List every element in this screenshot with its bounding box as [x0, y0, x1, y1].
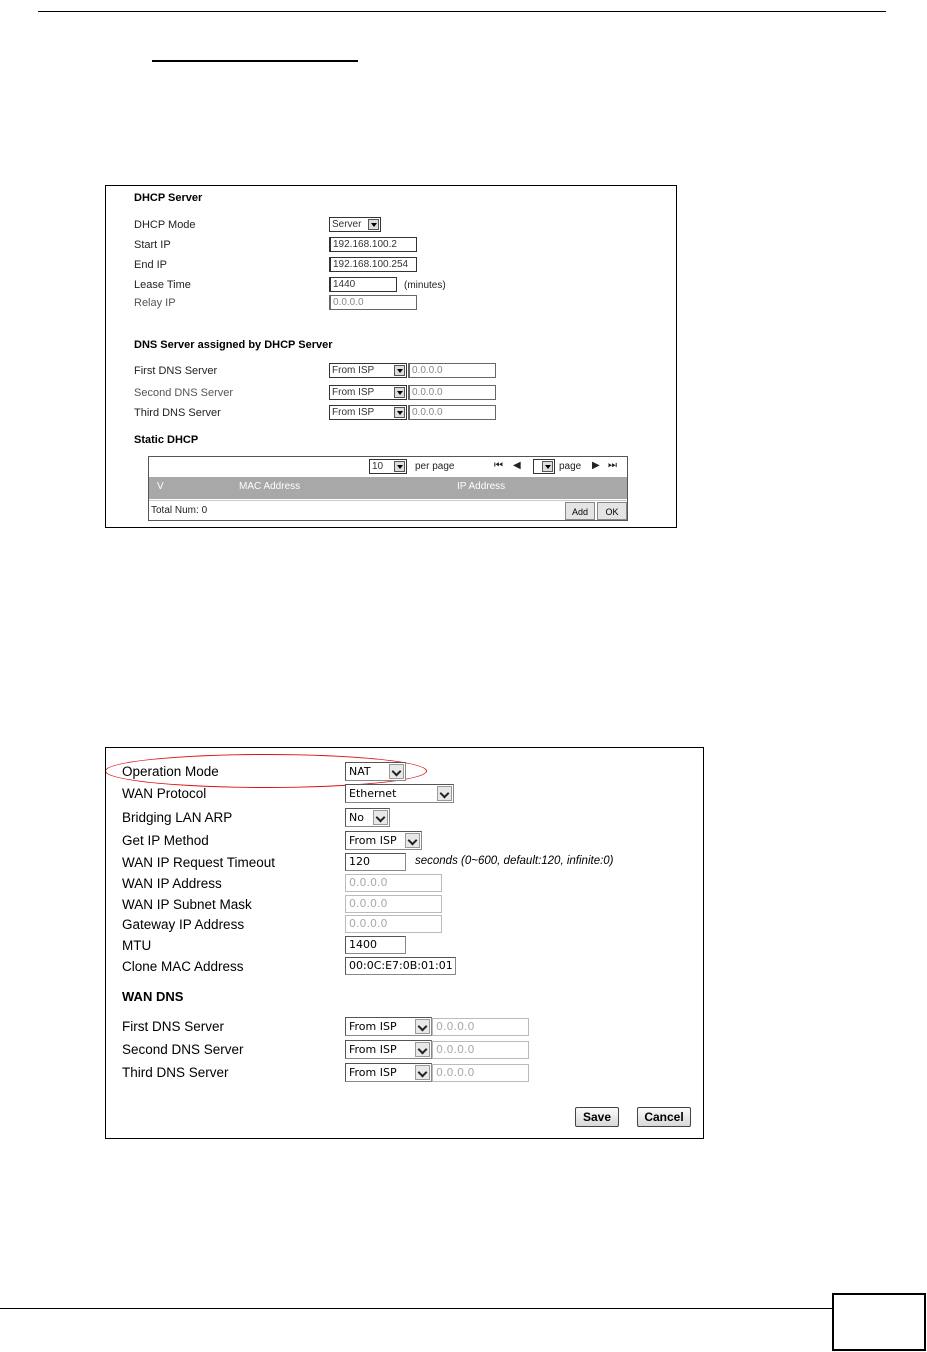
second-dns-mode-select[interactable] — [329, 385, 407, 400]
bridging-lan-arp-value: No — [349, 811, 364, 824]
table-footer — [149, 500, 627, 521]
next-page-icon[interactable]: ▶ — [592, 460, 600, 471]
operation-mode-select[interactable] — [345, 762, 406, 781]
cancel-button[interactable]: Cancel — [637, 1107, 691, 1127]
dhcp-mode-label: DHCP Mode — [134, 219, 196, 231]
gateway-ip-label: Gateway IP Address — [122, 917, 245, 932]
third-dns-label: Third DNS Server — [134, 407, 221, 419]
first-dns-mode-value: From ISP — [349, 1020, 397, 1033]
lease-time-field[interactable]: 1440 — [329, 277, 397, 292]
chevron-down-icon — [394, 387, 405, 398]
first-page-icon[interactable]: ⏮ — [494, 460, 503, 471]
wan-ip-subnet-label: WAN IP Subnet Mask — [122, 897, 252, 912]
wan-ip-address-field: 0.0.0.0 — [345, 874, 442, 892]
mtu-field[interactable]: 1400 — [345, 936, 406, 954]
footer-rule — [0, 1308, 832, 1309]
page-select[interactable] — [533, 459, 555, 474]
dhcp-server-screenshot — [105, 185, 677, 528]
title-underline — [152, 60, 358, 62]
wan-ip-timeout-field[interactable]: 120 — [345, 853, 406, 871]
total-num: Total Num: 0 — [151, 505, 208, 516]
static-dhcp-table — [148, 456, 628, 521]
start-ip-label: Start IP — [134, 239, 171, 251]
first-dns-mode-select[interactable] — [329, 363, 407, 378]
ok-button[interactable]: OK — [597, 502, 627, 520]
wan-ip-timeout-label: WAN IP Request Timeout — [122, 855, 276, 870]
first-dns-label: First DNS Server — [134, 365, 218, 377]
second-dns-mode-value: From ISP — [332, 387, 375, 398]
get-ip-method-value: From ISP — [349, 834, 397, 847]
save-button[interactable]: Save — [575, 1107, 619, 1127]
dhcp-mode-select[interactable] — [329, 217, 381, 232]
chevron-down-icon — [368, 219, 379, 230]
end-ip-field[interactable]: 192.168.100.254 — [329, 257, 417, 272]
second-dns-label: Second DNS Server — [122, 1042, 244, 1057]
per-page-label: per page — [415, 461, 455, 472]
gateway-ip-field: 0.0.0.0 — [345, 915, 442, 933]
wan-dns-title: WAN DNS — [122, 989, 184, 1004]
chevron-down-icon — [394, 461, 405, 472]
chevron-down-icon — [394, 407, 405, 418]
lease-time-label: Lease Time — [134, 279, 191, 291]
second-dns-ip-field[interactable]: 0.0.0.0 — [408, 385, 496, 400]
chevron-down-icon — [405, 833, 420, 848]
third-dns-ip-field[interactable]: 0.0.0.0 — [432, 1064, 529, 1082]
dhcp-mode-value: Server — [332, 219, 362, 230]
wan-ip-address-label: WAN IP Address — [122, 876, 222, 891]
add-button[interactable]: Add — [565, 502, 595, 520]
dns-assigned-title: DNS Server assigned by DHCP Server — [134, 339, 333, 351]
bridging-lan-arp-label: Bridging LAN ARP — [122, 810, 233, 825]
chevron-down-icon — [394, 365, 405, 376]
first-dns-mode-value: From ISP — [332, 365, 375, 376]
wan-protocol-value: Ethernet — [349, 787, 397, 800]
second-dns-ip-field[interactable]: 0.0.0.0 — [432, 1041, 529, 1059]
chevron-down-icon — [373, 810, 388, 825]
wan-ip-subnet-field: 0.0.0.0 — [345, 895, 442, 913]
mtu-label: MTU — [122, 938, 152, 953]
first-dns-ip-field[interactable]: 0.0.0.0 — [432, 1018, 529, 1036]
chevron-down-icon — [415, 1019, 430, 1034]
table-header — [149, 477, 627, 499]
lease-time-unit: (minutes) — [404, 280, 446, 291]
second-dns-mode-select[interactable] — [345, 1040, 432, 1059]
bridging-lan-arp-select[interactable] — [345, 808, 390, 827]
first-dns-mode-select[interactable] — [345, 1017, 432, 1036]
static-dhcp-title: Static DHCP — [134, 434, 199, 446]
page-label: page — [559, 461, 582, 472]
per-page-value: 10 — [372, 461, 384, 472]
end-ip-label: End IP — [134, 259, 168, 271]
column-header: V — [157, 481, 164, 492]
per-page-select[interactable] — [369, 459, 407, 474]
clone-mac-label: Clone MAC Address — [122, 959, 244, 974]
second-dns-mode-value: From ISP — [349, 1043, 397, 1056]
first-dns-ip-field[interactable]: 0.0.0.0 — [408, 363, 496, 378]
relay-ip-label: Relay IP — [134, 297, 176, 309]
get-ip-method-select[interactable] — [345, 831, 422, 850]
third-dns-mode-value: From ISP — [332, 407, 375, 418]
third-dns-mode-value: From ISP — [349, 1066, 397, 1079]
timeout-hint: seconds (0~600, default:120, infinite:0) — [415, 855, 614, 867]
chevron-down-icon — [415, 1042, 430, 1057]
relay-ip-field: 0.0.0.0 — [329, 295, 417, 310]
column-header: MAC Address — [239, 481, 301, 492]
third-dns-label: Third DNS Server — [122, 1065, 229, 1080]
get-ip-method-label: Get IP Method — [122, 833, 209, 848]
third-dns-mode-select[interactable] — [345, 1063, 432, 1082]
chevron-down-icon — [542, 461, 553, 472]
page-number-box — [832, 1293, 926, 1351]
start-ip-field[interactable]: 192.168.100.2 — [329, 237, 417, 252]
first-dns-label: First DNS Server — [122, 1019, 225, 1034]
second-dns-label: Second DNS Server — [134, 387, 234, 399]
last-page-icon[interactable]: ⏭ — [608, 460, 617, 471]
third-dns-mode-select[interactable] — [329, 405, 407, 420]
chevron-down-icon — [415, 1065, 430, 1080]
wan-protocol-label: WAN Protocol — [122, 786, 207, 801]
chevron-down-icon — [389, 764, 404, 779]
header-rule — [38, 11, 886, 12]
prev-page-icon[interactable]: ◀ — [513, 460, 521, 471]
wan-protocol-select[interactable] — [345, 784, 454, 803]
third-dns-ip-field[interactable]: 0.0.0.0 — [408, 405, 496, 420]
dhcp-server-title: DHCP Server — [134, 192, 203, 204]
column-header: IP Address — [457, 481, 506, 492]
wan-settings-screenshot — [105, 747, 704, 1139]
operation-mode-label: Operation Mode — [122, 764, 219, 779]
operation-mode-value: NAT — [349, 765, 371, 778]
chevron-down-icon — [437, 786, 452, 801]
clone-mac-field[interactable]: 00:0C:E7:0B:01:01 — [345, 957, 456, 975]
